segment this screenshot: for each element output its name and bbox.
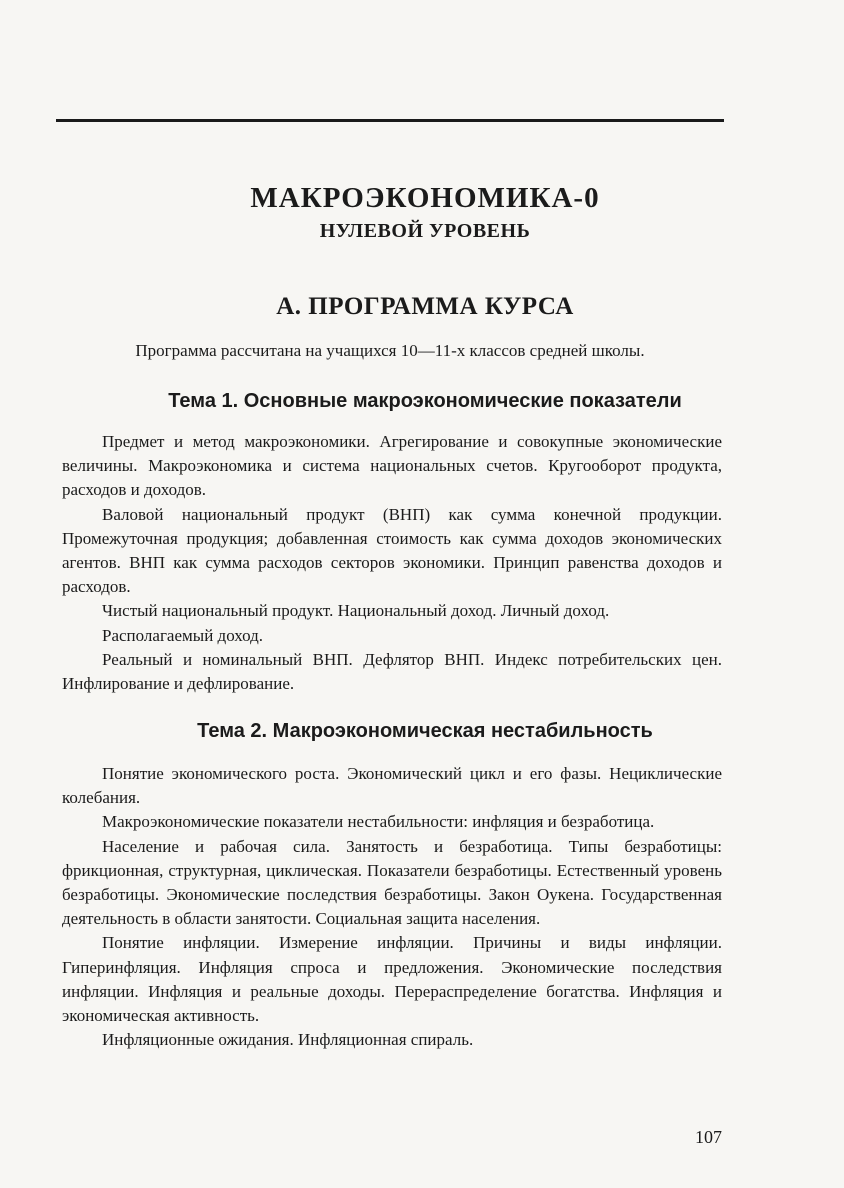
paragraph: Понятие экономического роста. Экономический цикл и его фазы. Нециклические колебания.	[62, 764, 722, 808]
paragraph: Понятие инфляции. Измерение инфляции. Причины и виды инфляции. Гиперинфляция. Инфляция спроса и предложения. Экономические последствия инфляции. Инфляция и реальные доходы. Перераспределение богатства. Инфляция и экономическая активность.	[62, 933, 722, 1026]
paragraph: Чистый национальный продукт. Национальный доход. Личный доход.	[102, 601, 610, 621]
topic-1-heading: Тема 1. Основные макроэкономические показатели	[168, 390, 682, 412]
intro-text: Программа рассчитана на учащихся 10—11-х классов средней школы.	[135, 341, 645, 360]
section-title: А. ПРОГРАММА КУРСА	[276, 293, 574, 320]
topic-2-body	[62, 762, 722, 1052]
topic-1-body	[62, 430, 722, 696]
paragraph: Население и рабочая сила. Занятость и безработица. Типы безработицы: фрикционная, структурная, циклическая. Показатели безработицы. Естественный уровень безработицы. Экономические последствия безработицы. Закон Оукена. Государственная деятельность в области занятости. Социальная защита населения.	[62, 836, 722, 929]
paragraph: Валовой национальный продукт (ВНП) как сумма конечной продукции. Промежуточная продукция; добавленная стоимость как сумма доходов экономических агентов. ВНП как сумма расходов секторов экономики. Принцип равенства доходов и расходов.	[62, 504, 722, 597]
page-number: 107	[695, 1127, 722, 1147]
subtitle: НУЛЕВОЙ УРОВЕНЬ	[319, 220, 531, 242]
paragraph: Предмет и метод макроэкономики. Агрегирование и совокупные экономические величины. Макроэкономика и система национальных счетов. Кругооборот продукта, расходов и доходов.	[62, 432, 722, 500]
paragraph: Располагаемый доход.	[102, 625, 264, 645]
paragraph: Макроэкономические показатели нестабильности: инфляция и безработица.	[102, 812, 655, 832]
top-horizontal-rule	[56, 119, 724, 122]
main-title: МАКРОЭКОНОМИКА-0	[250, 182, 600, 214]
topic-2-heading: Тема 2. Макроэкономическая нестабильность	[197, 720, 653, 742]
paragraph: Реальный и номинальный ВНП. Дефлятор ВНП. Индекс потребительских цен. Инфлирование и дефлирование.	[62, 649, 722, 694]
paragraph: Инфляционные ожидания. Инфляционная спираль.	[102, 1030, 474, 1050]
